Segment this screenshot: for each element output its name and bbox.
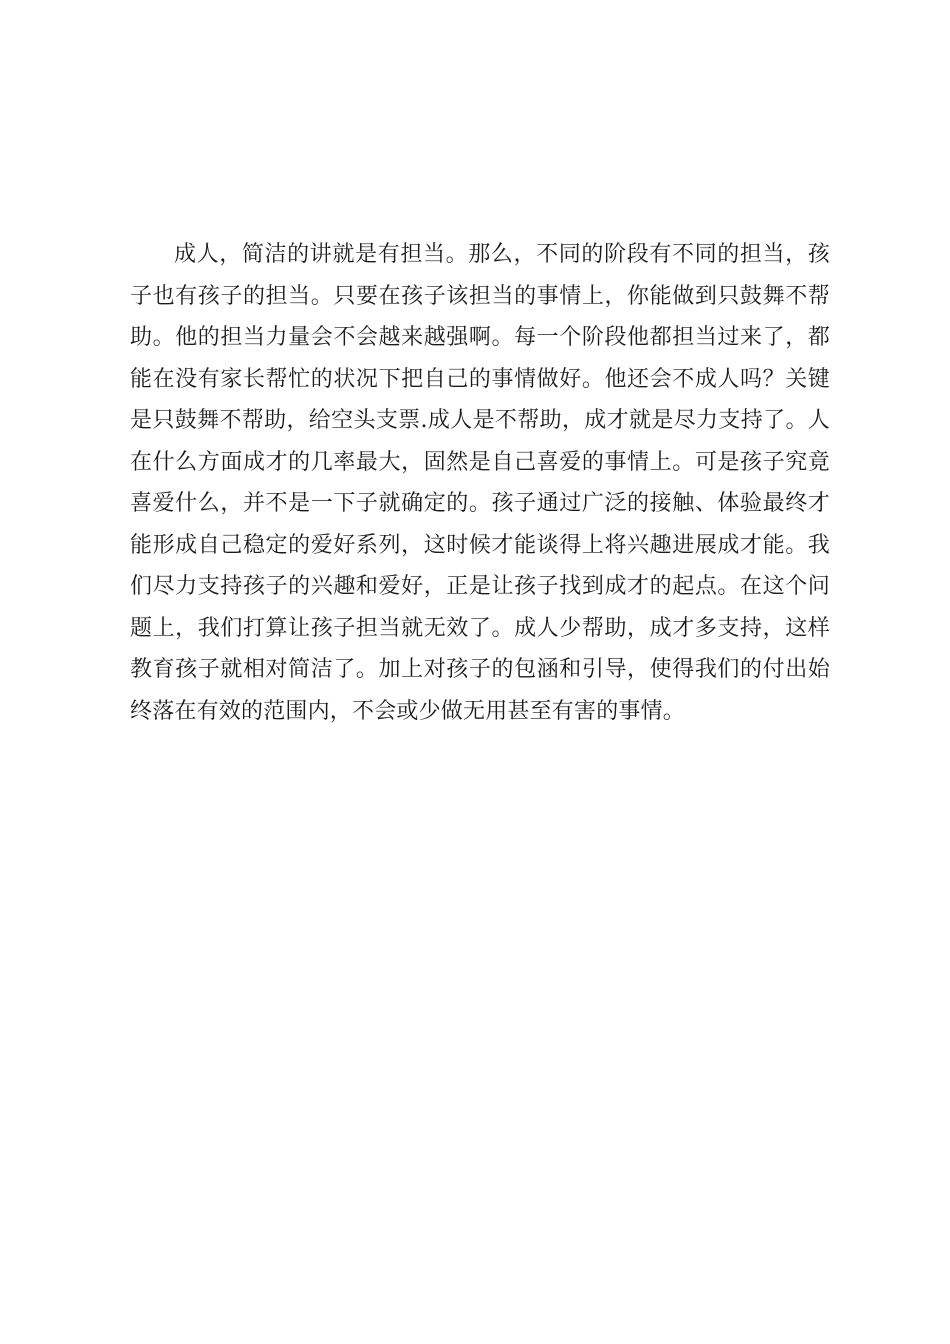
body-paragraph: 成人，简洁的讲就是有担当。那么，不同的阶段有不同的担当，孩子也有孩子的担当。只要在孩子该担当的事情上，你能做到只鼓舞不帮助。他的担当力量会不会越来越强啊。每一个阶段他都担当过来了，都能在没有家长帮忙的状况下把自己的事情做好。他还会不成人吗？关键是只鼓舞不帮助，给空头支票.成人是不帮助，成才就是尽力支持了。人在什么方面成才的几率最大，固然是自己喜爱的事情上。可是孩子究竟喜爱什么，并不是一下子就确定的。孩子通过广泛的接触、体验最终才能形成自己稳定的爱好系列，这时候才能谈得上将兴趣进展成才能。我们尽力支持孩子的兴趣和爱好，正是让孩子找到成才的起点。在这个问题上，我们打算让孩子担当就无效了。成人少帮助，成才多支持，这样教育孩子就相对简洁了。加上对孩子的包涵和引导，使得我们的付出始终落在有效的范围内，不会或少做无用甚至有害的事情。 <box>130 242 830 724</box>
